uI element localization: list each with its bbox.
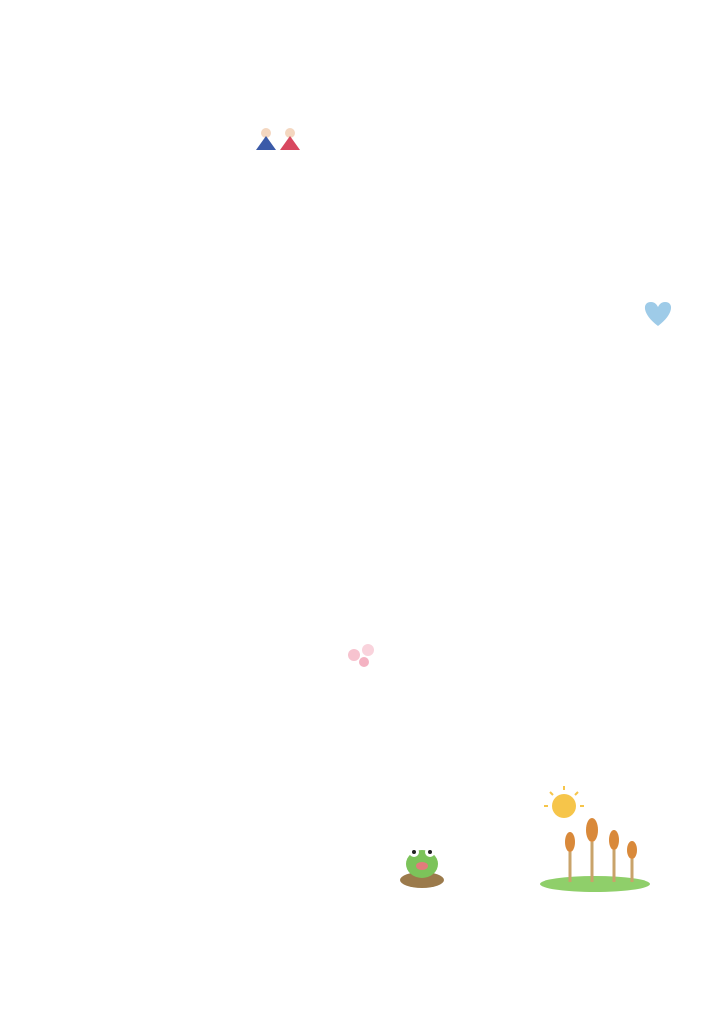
hinamatsuri-dolls-icon xyxy=(250,126,306,152)
sun-and-horsetail-icon xyxy=(530,784,660,894)
frog-icon xyxy=(396,834,448,890)
cherry-blossom-icon xyxy=(340,640,384,670)
heart-icon xyxy=(640,298,676,328)
